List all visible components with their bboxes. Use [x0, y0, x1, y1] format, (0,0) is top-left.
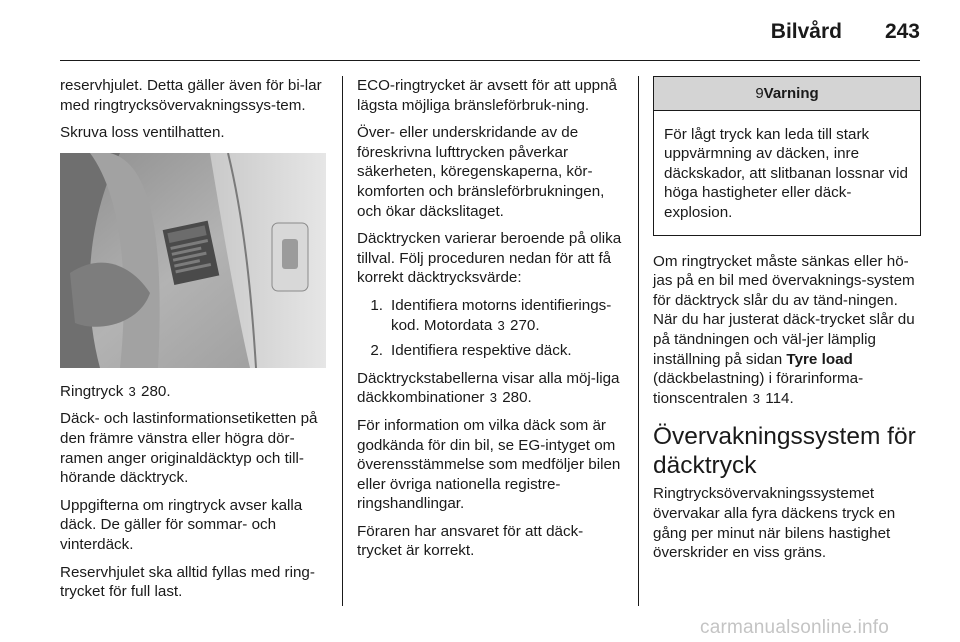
- page-header: [60, 14, 920, 54]
- column-left: [60, 76, 330, 610]
- list-item: 2. Identifiera respektive däck.: [370, 342, 572, 360]
- paragraph: Ringtrycksövervakningssystemet övervakar alla fyra däckens tryck en gång per minut när bilens hastighet överskrider en viss gräns.: [653, 485, 896, 562]
- paragraph: Om ringtrycket måste sänkas eller hö-jas på en bil med övervaknings-system för däcktryck slår du av tänd-ningen. När du har justerat däck-trycket slår du på tändningen och väl-jer lämplig inställning på sidan Tyre load (däckbelastning) i förarinforma-tionscentralen 3 114.: [653, 252, 915, 407]
- paragraph: Däcktrycken varierar beroende på olika tillval. Följ proceduren nedan för att få korrekt däcktrycksvärde:: [357, 230, 622, 287]
- paragraph: reservhjulet. Detta gäller även för bi-lar med ringtrycksövervakningssys-tem.: [60, 77, 322, 114]
- paragraph: För information om vilka däck som är godkända för din bil, se EG-intyget om överensstämmelse som medföljer bilen eller övriga nationella registre-ringshandlingar.: [357, 416, 621, 513]
- paragraph: Över- eller underskridande av de föreskrivna lufttrycken påverkar säkerheten, köregenskaperna, kör-komforten och bränsleförbrukningen, och ökar däckslitaget.: [357, 124, 605, 220]
- column-right: [653, 76, 921, 571]
- watermark: carmanualsonline.info: [700, 617, 890, 638]
- warning-text: För lågt tryck kan leda till stark uppvärmning av däcken, inre däckskador, att slitbanan lossnar vid höga hastigheter eller däck-explosion.: [664, 125, 908, 221]
- warning-body: [654, 111, 920, 235]
- section-heading: Övervakningssystem för däcktryck: [653, 423, 916, 480]
- list-item: 1. Identifiera motorns identifierings-kod. Motordata 3 270.: [370, 296, 612, 334]
- paragraph: Däck- och lastinformationsetiketten på den främre vänstra eller högra dör-ramen anger originaldäcktyp och till-hörande däcktryck.: [60, 410, 318, 487]
- paragraph: Uppgifterna om ringtryck avser kalla däck. De gäller för sommar- och vinterdäck.: [60, 496, 303, 553]
- warning-icon: 9: [755, 85, 764, 102]
- warning-box: [653, 76, 921, 236]
- paragraph: Däcktryckstabellerna visar alla möj-liga däckkombinationer 3 280.: [357, 369, 620, 407]
- paragraph: Reservhjulet ska alltid fyllas med ring-trycket för full last.: [60, 563, 315, 601]
- page-reference-icon: 3: [128, 383, 136, 399]
- menu-term: Tyre load: [786, 350, 853, 368]
- column-divider: [638, 76, 639, 606]
- column-middle: [357, 76, 625, 569]
- chapter-title: Bilvård: [770, 20, 842, 43]
- column-divider: [342, 76, 343, 606]
- paragraph: Föraren har ansvaret för att däck-trycket är korrekt.: [357, 522, 584, 560]
- door-frame-label-photo: [60, 153, 326, 368]
- paragraph: Ringtryck 3 280.: [60, 382, 171, 400]
- page-number: 243: [884, 20, 920, 43]
- page-reference-icon: 3: [497, 317, 505, 333]
- paragraph: ECO-ringtrycket är avsett för att uppnå lägsta möjliga bränsleförbruk-ning.: [357, 77, 617, 114]
- warning-header: [654, 77, 920, 111]
- warning-title: Varning: [763, 85, 819, 102]
- page-reference-icon: 3: [489, 390, 497, 406]
- steps-list: [357, 296, 625, 361]
- paragraph: Skruva loss ventilhatten.: [60, 124, 225, 142]
- page-reference-icon: 3: [752, 390, 761, 406]
- header-divider: [60, 60, 920, 61]
